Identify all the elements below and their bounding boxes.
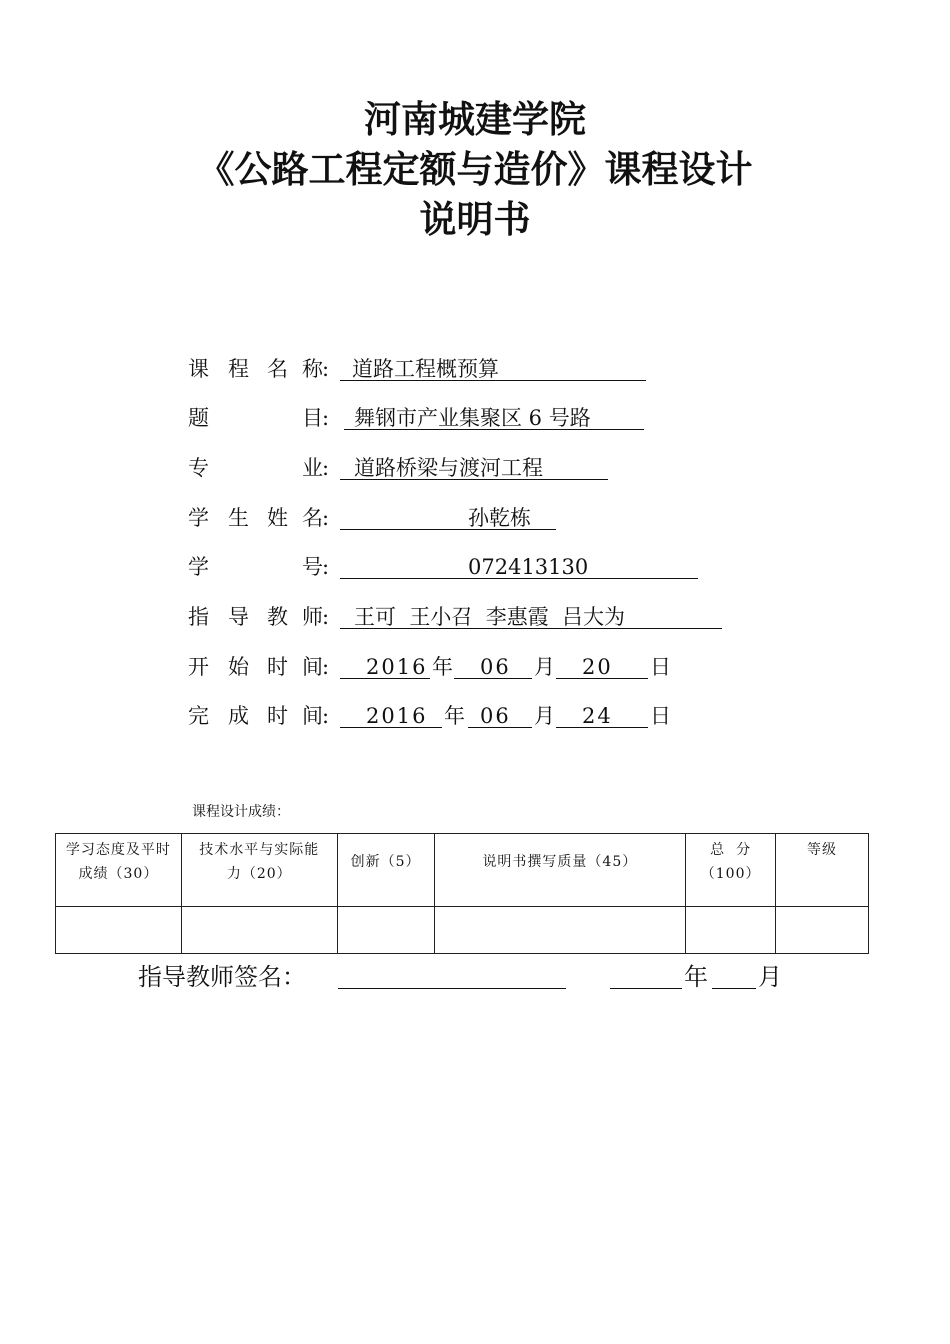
signature-blank[interactable] [338, 988, 566, 989]
grade-table [55, 833, 869, 954]
student-number-value: 072413130 [340, 550, 698, 579]
grade-header-innovation: 创新（5） [337, 834, 434, 907]
field-label: 专 业 : [188, 456, 330, 480]
grade-header-attitude: 学习态度及平时 成绩（30） [56, 834, 182, 907]
grade-cell-innovation[interactable] [337, 907, 434, 954]
grade-table-header [56, 834, 869, 907]
finish-day: 24 [556, 699, 648, 728]
document-page: 河南城建学院 《公路工程定额与造价》课程设计 说明书 课 程 名 称 : 道路工程概预算 题 目 : 舞钢市产业集聚区 6 号路 专 业 : 道路桥梁与渡河工程 学 生 姓 名 : 孙乾栋 学 号 : 072413130 指 导 教 师 : 王可 王小召 李惠霞 吕大为 开 始 时 间 : 2016 年 06 月 20 日 完 成 时 间 : 2016 年 06 月 24 日 课程设计成绩： 学习态度及平时 成绩（30） 技术水平与实际能 力（20） 创新（5） 说明书撰写质量（45） 总 分 （100） 等级 指导教师签名： 年 月 [0, 0, 950, 1344]
field-label: 课 程 名 称 : [188, 357, 330, 381]
finish-month: 06 [468, 699, 532, 728]
course-design-title: 《公路工程定额与造价》课程设计 [197, 148, 753, 191]
manual-title: 说明书 [419, 198, 531, 241]
grade-cell-total[interactable] [686, 907, 776, 954]
grade-cell-attitude[interactable] [56, 907, 182, 954]
grade-cell-writing[interactable] [434, 907, 686, 954]
grade-header-level: 等级 [776, 834, 869, 907]
grade-cell-technical[interactable] [181, 907, 337, 954]
signature-month-blank[interactable] [712, 988, 756, 989]
grade-section-label: 课程设计成绩： [192, 804, 290, 820]
advisor-signature-line [138, 960, 782, 994]
grade-header-total: 总 分 （100） [686, 834, 776, 907]
field-label: 开 始 时 间 : [188, 655, 330, 679]
grade-header-writing: 说明书撰写质量（45） [434, 834, 686, 907]
grade-cell-level[interactable] [776, 907, 869, 954]
field-label: 题 目 : [188, 406, 330, 430]
signature-year-unit: 年 [684, 963, 708, 991]
signature-label: 指导教师签名： [138, 963, 306, 991]
topic-value: 舞钢市产业集聚区 6 号路 [344, 401, 644, 430]
grade-table-row [56, 907, 869, 954]
field-label: 学 生 姓 名 : [188, 506, 330, 530]
field-label: 学 号 : [188, 555, 330, 579]
student-name-value: 孙乾栋 [340, 501, 556, 530]
advisor-value: 王可 王小召 李惠霞 吕大为 [340, 600, 722, 629]
start-month: 06 [454, 650, 532, 679]
school-name: 河南城建学院 [364, 98, 586, 141]
major-value: 道路桥梁与渡河工程 [340, 451, 608, 480]
course-name-value: 道路工程概预算 [340, 352, 646, 381]
grade-header-technical: 技术水平与实际能 力（20） [181, 834, 337, 907]
start-year: 2016 [340, 650, 430, 679]
signature-year-blank[interactable] [610, 988, 682, 989]
field-label: 指 导 教 师 : [188, 605, 330, 629]
start-day: 20 [556, 650, 648, 679]
signature-month-unit: 月 [758, 963, 782, 991]
field-label: 完 成 时 间 : [188, 704, 330, 728]
finish-year: 2016 [340, 699, 442, 728]
